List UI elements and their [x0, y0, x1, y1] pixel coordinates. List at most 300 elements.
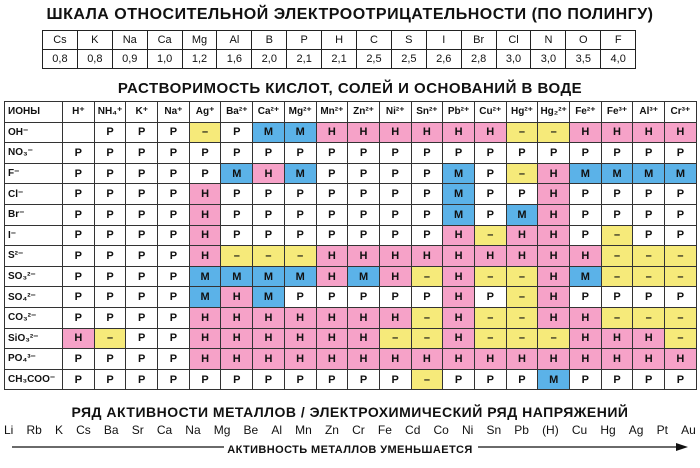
solubility-cell: М — [284, 122, 316, 143]
solubility-cell: Р — [633, 369, 665, 390]
solubility-cell: – — [601, 266, 633, 287]
solubility-cell: – — [633, 246, 665, 267]
solubility-cell: Р — [126, 266, 158, 287]
metal-symbol: Cs — [76, 423, 91, 437]
anion-row — [5, 369, 697, 390]
cation-header-cell: Fe³⁺ — [601, 102, 633, 123]
solubility-cell: – — [601, 246, 633, 267]
solubility-cell: Н — [411, 122, 443, 143]
solubility-cell: Н — [506, 246, 538, 267]
metal-symbol: Cd — [405, 423, 421, 437]
solubility-cell: – — [601, 225, 633, 246]
element-symbol-cell: Al — [217, 31, 252, 50]
element-symbol-cell: P — [287, 31, 322, 50]
solubility-cell: Н — [379, 122, 411, 143]
electronegativity-value-cell: 2,5 — [391, 50, 426, 69]
electronegativity-value-cell: 3,0 — [496, 50, 531, 69]
solubility-cell: Р — [633, 204, 665, 225]
solubility-cell: Н — [189, 307, 221, 328]
solubility-cell: Р — [665, 225, 697, 246]
solubility-cell: Р — [379, 143, 411, 164]
solubility-cell: Р — [348, 163, 380, 184]
solubility-cell: Р — [601, 184, 633, 205]
solubility-cell: Н — [316, 328, 348, 349]
solubility-cell: Р — [221, 369, 253, 390]
metal-symbol: K — [54, 423, 63, 437]
solubility-cell: Р — [126, 184, 158, 205]
solubility-cell: – — [506, 163, 538, 184]
metal-symbol: Pt — [656, 423, 668, 437]
solubility-cell: Р — [665, 204, 697, 225]
solubility-cell: Р — [94, 184, 126, 205]
electronegativity-value-cell: 1,2 — [182, 50, 217, 69]
solubility-cell: Н — [379, 246, 411, 267]
solubility-cell: Н — [443, 287, 475, 308]
solubility-cell: М — [253, 122, 285, 143]
metal-symbol: Ca — [156, 423, 173, 437]
solubility-cell: Р — [411, 184, 443, 205]
solubility-cell: Р — [665, 143, 697, 164]
solubility-cell: Р — [284, 287, 316, 308]
solubility-cell: Н — [253, 307, 285, 328]
solubility-cell: Р — [158, 349, 190, 370]
anion-label-cell: CO₃²⁻ — [5, 307, 63, 328]
solubility-cell: Н — [538, 163, 570, 184]
anion-label-cell: F⁻ — [5, 163, 63, 184]
solubility-cell: Н — [189, 349, 221, 370]
solubility-cell: М — [633, 163, 665, 184]
solubility-cell: Р — [126, 225, 158, 246]
cation-header-cell: Al³⁺ — [633, 102, 665, 123]
solubility-cell: М — [443, 163, 475, 184]
solubility-cell: – — [94, 328, 126, 349]
solubility-cell: Н — [570, 349, 602, 370]
solubility-cell: Р — [253, 369, 285, 390]
cation-header-cell: Fe²⁺ — [570, 102, 602, 123]
electronegativity-value-cell: 1,6 — [217, 50, 252, 69]
solubility-cell: М — [538, 369, 570, 390]
metal-symbol: Mn — [295, 423, 312, 437]
solubility-cell: Р — [348, 287, 380, 308]
anion-row — [5, 287, 697, 308]
solubility-cell: Н — [443, 122, 475, 143]
solubility-cell: – — [411, 369, 443, 390]
anion-label-cell: OH⁻ — [5, 122, 63, 143]
anion-label-cell: SO₃²⁻ — [5, 266, 63, 287]
cation-header-cell: Ni²⁺ — [379, 102, 411, 123]
solubility-cell: Р — [411, 204, 443, 225]
solubility-cell: Р — [474, 184, 506, 205]
solubility-cell: Р — [94, 287, 126, 308]
metal-symbol: Cr — [352, 423, 365, 437]
electronegativity-value-cell: 2,1 — [287, 50, 322, 69]
metal-symbol: Ba — [103, 423, 119, 437]
metal-symbol: Rb — [26, 423, 42, 437]
metal-symbol: Zn — [324, 423, 339, 437]
solubility-cell: Н — [474, 349, 506, 370]
solubility-cell: Р — [411, 163, 443, 184]
element-symbol-cell: S — [391, 31, 426, 50]
solubility-cell: Р — [443, 143, 475, 164]
solubility-cell: Р — [379, 287, 411, 308]
solubility-cell: Р — [158, 204, 190, 225]
electronegativity-value-cell: 2,8 — [461, 50, 496, 69]
metal-symbol: (H) — [542, 423, 559, 437]
solubility-cell: – — [411, 266, 443, 287]
solubility-cell: Н — [284, 349, 316, 370]
solubility-cell: Р — [284, 143, 316, 164]
solubility-cell: Р — [63, 246, 95, 267]
cation-header-cell: Hg²⁺ — [506, 102, 538, 123]
solubility-cell: Р — [506, 143, 538, 164]
solubility-cell: Р — [316, 225, 348, 246]
solubility-cell: Р — [158, 246, 190, 267]
solubility-cell: – — [538, 122, 570, 143]
anion-label-cell: Br⁻ — [5, 204, 63, 225]
cation-header-cell: Pb²⁺ — [443, 102, 475, 123]
solubility-cell: Р — [221, 122, 253, 143]
solubility-cell: Р — [379, 163, 411, 184]
anion-row — [5, 246, 697, 267]
element-symbol-cell: I — [426, 31, 461, 50]
solubility-cell: Р — [316, 204, 348, 225]
solubility-cell: – — [474, 225, 506, 246]
solubility-cell: Р — [665, 184, 697, 205]
activity-arrow-label: АКТИВНОСТЬ МЕТАЛЛОВ УМЕНЬШАЕТСЯ — [227, 444, 473, 456]
element-symbol-cell: Br — [461, 31, 496, 50]
solubility-cell: – — [665, 246, 697, 267]
solubility-table — [4, 101, 697, 390]
solubility-cell: Н — [189, 204, 221, 225]
solubility-cell: Н — [538, 204, 570, 225]
solubility-cell: Р — [474, 143, 506, 164]
cation-header-row — [5, 102, 697, 123]
solubility-cell: Р — [63, 163, 95, 184]
solubility-cell: – — [474, 328, 506, 349]
element-symbol-cell: Na — [112, 31, 147, 50]
solubility-cell: Н — [633, 328, 665, 349]
solubility-cell: Н — [316, 349, 348, 370]
solubility-cell: М — [284, 163, 316, 184]
solubility-cell: Н — [221, 307, 253, 328]
anion-row — [5, 122, 697, 143]
metal-symbol: Pb — [514, 423, 529, 437]
solubility-cell: – — [411, 307, 443, 328]
solubility-cell: Р — [411, 287, 443, 308]
solubility-cell: Н — [379, 307, 411, 328]
solubility-cell: Р — [63, 184, 95, 205]
solubility-cell: Р — [158, 266, 190, 287]
solubility-cell: Н — [601, 328, 633, 349]
solubility-cell: Н — [253, 349, 285, 370]
anion-label-cell: CH₃COO⁻ — [5, 369, 63, 390]
anion-label-cell: I⁻ — [5, 225, 63, 246]
solubility-cell: Р — [126, 246, 158, 267]
solubility-cell: Р — [94, 163, 126, 184]
cation-header-cell: Ba²⁺ — [221, 102, 253, 123]
solubility-cell: – — [665, 266, 697, 287]
anion-row — [5, 328, 697, 349]
solubility-cell: Н — [348, 307, 380, 328]
solubility-cell: Н — [348, 246, 380, 267]
solubility-cell: Н — [221, 349, 253, 370]
element-symbol-cell: F — [601, 31, 636, 50]
solubility-cell: Н — [348, 122, 380, 143]
solubility-cell: Р — [570, 143, 602, 164]
solubility-cell: Р — [570, 225, 602, 246]
solubility-cell: Р — [348, 184, 380, 205]
cation-header-cell: K⁺ — [126, 102, 158, 123]
solubility-cell: Р — [221, 143, 253, 164]
solubility-cell: Н — [189, 184, 221, 205]
solubility-cell: Н — [570, 122, 602, 143]
metal-symbol: Ni — [461, 423, 474, 437]
metal-symbol: Sn — [486, 423, 502, 437]
electronegativity-elements-row — [43, 31, 636, 50]
electronegativity-value-cell: 4,0 — [601, 50, 636, 69]
solubility-cell: – — [379, 328, 411, 349]
electronegativity-value-cell: 0,8 — [77, 50, 112, 69]
solubility-cell: Н — [633, 349, 665, 370]
metal-symbol: Sr — [131, 423, 144, 437]
solubility-cell: Н — [379, 349, 411, 370]
solubility-cell: Р — [158, 369, 190, 390]
solubility-cell: Н — [348, 349, 380, 370]
solubility-cell: Р — [284, 184, 316, 205]
solubility-cell: Р — [348, 369, 380, 390]
electronegativity-title: ШКАЛА ОТНОСИТЕЛЬНОЙ ЭЛЕКТРООТРИЦАТЕЛЬНОСТИ (ПО ПОЛИНГУ) — [46, 6, 654, 23]
cation-header-cell: Cr³⁺ — [665, 102, 697, 123]
solubility-cell: Р — [570, 369, 602, 390]
solubility-cell: Р — [633, 287, 665, 308]
solubility-cell: Р — [316, 184, 348, 205]
anion-row — [5, 225, 697, 246]
solubility-cell: Н — [665, 122, 697, 143]
metal-activity-series — [4, 423, 696, 437]
solubility-cell: Н — [379, 266, 411, 287]
solubility-cell: Р — [94, 349, 126, 370]
solubility-cell: Н — [570, 328, 602, 349]
solubility-cell: Р — [126, 143, 158, 164]
solubility-cell: Н — [601, 122, 633, 143]
solubility-cell: – — [506, 122, 538, 143]
solubility-cell: Н — [284, 328, 316, 349]
solubility-cell: М — [221, 163, 253, 184]
solubility-cell: – — [474, 307, 506, 328]
solubility-cell: Р — [411, 225, 443, 246]
solubility-cell: Р — [284, 369, 316, 390]
solubility-cell: Р — [94, 266, 126, 287]
solubility-cell: Р — [63, 225, 95, 246]
solubility-cell: Н — [443, 225, 475, 246]
solubility-cell: Р — [158, 163, 190, 184]
solubility-cell: Р — [665, 287, 697, 308]
solubility-cell: Р — [474, 369, 506, 390]
metal-symbol: Fe — [377, 423, 392, 437]
solubility-cell: – — [221, 246, 253, 267]
solubility-cell: Н — [538, 287, 570, 308]
solubility-cell: Н — [538, 225, 570, 246]
solubility-cell: М — [570, 163, 602, 184]
anion-row — [5, 184, 697, 205]
anion-label-cell: SO₄²⁻ — [5, 287, 63, 308]
solubility-cell: Н — [443, 246, 475, 267]
solubility-cell: Р — [570, 204, 602, 225]
solubility-cell: Р — [94, 204, 126, 225]
solubility-cell: Р — [94, 225, 126, 246]
anion-row — [5, 266, 697, 287]
solubility-cell: Р — [158, 225, 190, 246]
solubility-cell: Р — [126, 307, 158, 328]
solubility-cell: – — [506, 328, 538, 349]
solubility-cell: Р — [189, 143, 221, 164]
solubility-cell: Н — [348, 328, 380, 349]
cation-header-cell: Cu²⁺ — [474, 102, 506, 123]
solubility-cell: Р — [94, 122, 126, 143]
solubility-cell: Р — [379, 184, 411, 205]
solubility-cell: Р — [126, 328, 158, 349]
solubility-cell: М — [189, 287, 221, 308]
solubility-cell: Р — [284, 204, 316, 225]
solubility-cell: Р — [474, 204, 506, 225]
solubility-cell: Н — [253, 328, 285, 349]
solubility-cell: Н — [316, 122, 348, 143]
solubility-cell: М — [570, 266, 602, 287]
anion-row — [5, 143, 697, 164]
solubility-cell: Н — [474, 246, 506, 267]
ions-header-cell: ИОНЫ — [5, 102, 63, 123]
solubility-cell: Р — [506, 369, 538, 390]
solubility-cell: Р — [126, 204, 158, 225]
metal-symbol: Na — [185, 423, 201, 437]
solubility-cell: Р — [63, 143, 95, 164]
solubility-cell: Р — [189, 163, 221, 184]
solubility-cell: Н — [411, 349, 443, 370]
solubility-cell: Н — [316, 266, 348, 287]
solubility-cell: Р — [474, 287, 506, 308]
solubility-cell: Н — [443, 266, 475, 287]
solubility-cell: – — [506, 266, 538, 287]
solubility-cell: Р — [63, 266, 95, 287]
solubility-cell: Н — [601, 349, 633, 370]
anion-label-cell: NO₃⁻ — [5, 143, 63, 164]
solubility-cell: Н — [443, 307, 475, 328]
solubility-cell: – — [506, 287, 538, 308]
solubility-cell: Н — [221, 287, 253, 308]
solubility-cell: Р — [221, 225, 253, 246]
cation-header-cell: Sn²⁺ — [411, 102, 443, 123]
element-symbol-cell: H — [322, 31, 357, 50]
solubility-cell: Р — [348, 225, 380, 246]
solubility-cell: – — [601, 307, 633, 328]
element-symbol-cell: O — [566, 31, 601, 50]
solubility-cell: Р — [601, 287, 633, 308]
solubility-cell: Р — [506, 184, 538, 205]
element-symbol-cell: B — [252, 31, 287, 50]
electronegativity-value-cell: 2,5 — [357, 50, 392, 69]
cation-header-cell: Ca²⁺ — [253, 102, 285, 123]
solubility-cell: Р — [316, 287, 348, 308]
solubility-cell: Н — [665, 349, 697, 370]
electronegativity-value-cell: 0,9 — [112, 50, 147, 69]
solubility-cell: Р — [253, 225, 285, 246]
solubility-cell: М — [665, 163, 697, 184]
solubility-cell: Р — [63, 369, 95, 390]
solubility-cell: Р — [474, 163, 506, 184]
solubility-cell: Р — [158, 184, 190, 205]
solubility-cell: – — [633, 307, 665, 328]
solubility-cell: М — [189, 266, 221, 287]
solubility-cell: Р — [253, 143, 285, 164]
electronegativity-table — [42, 30, 636, 69]
solubility-cell: Р — [158, 307, 190, 328]
solubility-cell: М — [221, 266, 253, 287]
anion-row — [5, 163, 697, 184]
element-symbol-cell: Mg — [182, 31, 217, 50]
solubility-cell: Н — [316, 307, 348, 328]
solubility-cell: Р — [63, 287, 95, 308]
metal-symbol: Be — [243, 423, 259, 437]
solubility-cell: Р — [126, 122, 158, 143]
electronegativity-value-cell: 0,8 — [43, 50, 78, 69]
element-symbol-cell: Cl — [496, 31, 531, 50]
solubility-cell: Р — [316, 143, 348, 164]
anion-label-cell: S²⁻ — [5, 246, 63, 267]
solubility-cell: Н — [253, 163, 285, 184]
anion-row — [5, 307, 697, 328]
solubility-cell: Р — [316, 163, 348, 184]
solubility-cell: Р — [633, 225, 665, 246]
solubility-cell: – — [253, 246, 285, 267]
cation-header-cell: Mg²⁺ — [284, 102, 316, 123]
anion-label-cell: PO₄³⁻ — [5, 349, 63, 370]
element-symbol-cell: K — [77, 31, 112, 50]
solubility-cell: Р — [570, 287, 602, 308]
element-symbol-cell: Cs — [43, 31, 78, 50]
solubility-cell: Р — [158, 328, 190, 349]
metal-symbol: Au — [681, 423, 696, 437]
anion-row — [5, 204, 697, 225]
solubility-cell: – — [284, 246, 316, 267]
solubility-cell: Р — [221, 184, 253, 205]
solubility-cell: М — [506, 204, 538, 225]
solubility-cell: М — [443, 184, 475, 205]
solubility-cell: Н — [538, 184, 570, 205]
solubility-cell: Р — [94, 246, 126, 267]
solubility-cell: Р — [443, 369, 475, 390]
solubility-cell: Н — [506, 225, 538, 246]
electronegativity-value-cell: 2,0 — [252, 50, 287, 69]
element-symbol-cell: C — [357, 31, 392, 50]
solubility-cell: – — [665, 328, 697, 349]
activity-series-title: РЯД АКТИВНОСТИ МЕТАЛЛОВ / ЭЛЕКТРОХИМИЧЕСКИЙ РЯД НАПРЯЖЕНИЙ — [71, 404, 629, 420]
electronegativity-value-cell: 3,5 — [566, 50, 601, 69]
solubility-cell: Н — [633, 122, 665, 143]
cation-header-cell: H⁺ — [63, 102, 95, 123]
solubility-cell: Р — [94, 143, 126, 164]
solubility-cell: Р — [126, 287, 158, 308]
solubility-cell: М — [284, 266, 316, 287]
solubility-cell: Н — [63, 328, 95, 349]
solubility-cell: – — [633, 266, 665, 287]
solubility-cell: Р — [221, 204, 253, 225]
electronegativity-value-cell: 2,6 — [426, 50, 461, 69]
solubility-cell: Р — [570, 184, 602, 205]
solubility-cell: Р — [158, 287, 190, 308]
solubility-cell: Р — [379, 369, 411, 390]
anion-row — [5, 349, 697, 370]
solubility-cell: Р — [379, 204, 411, 225]
